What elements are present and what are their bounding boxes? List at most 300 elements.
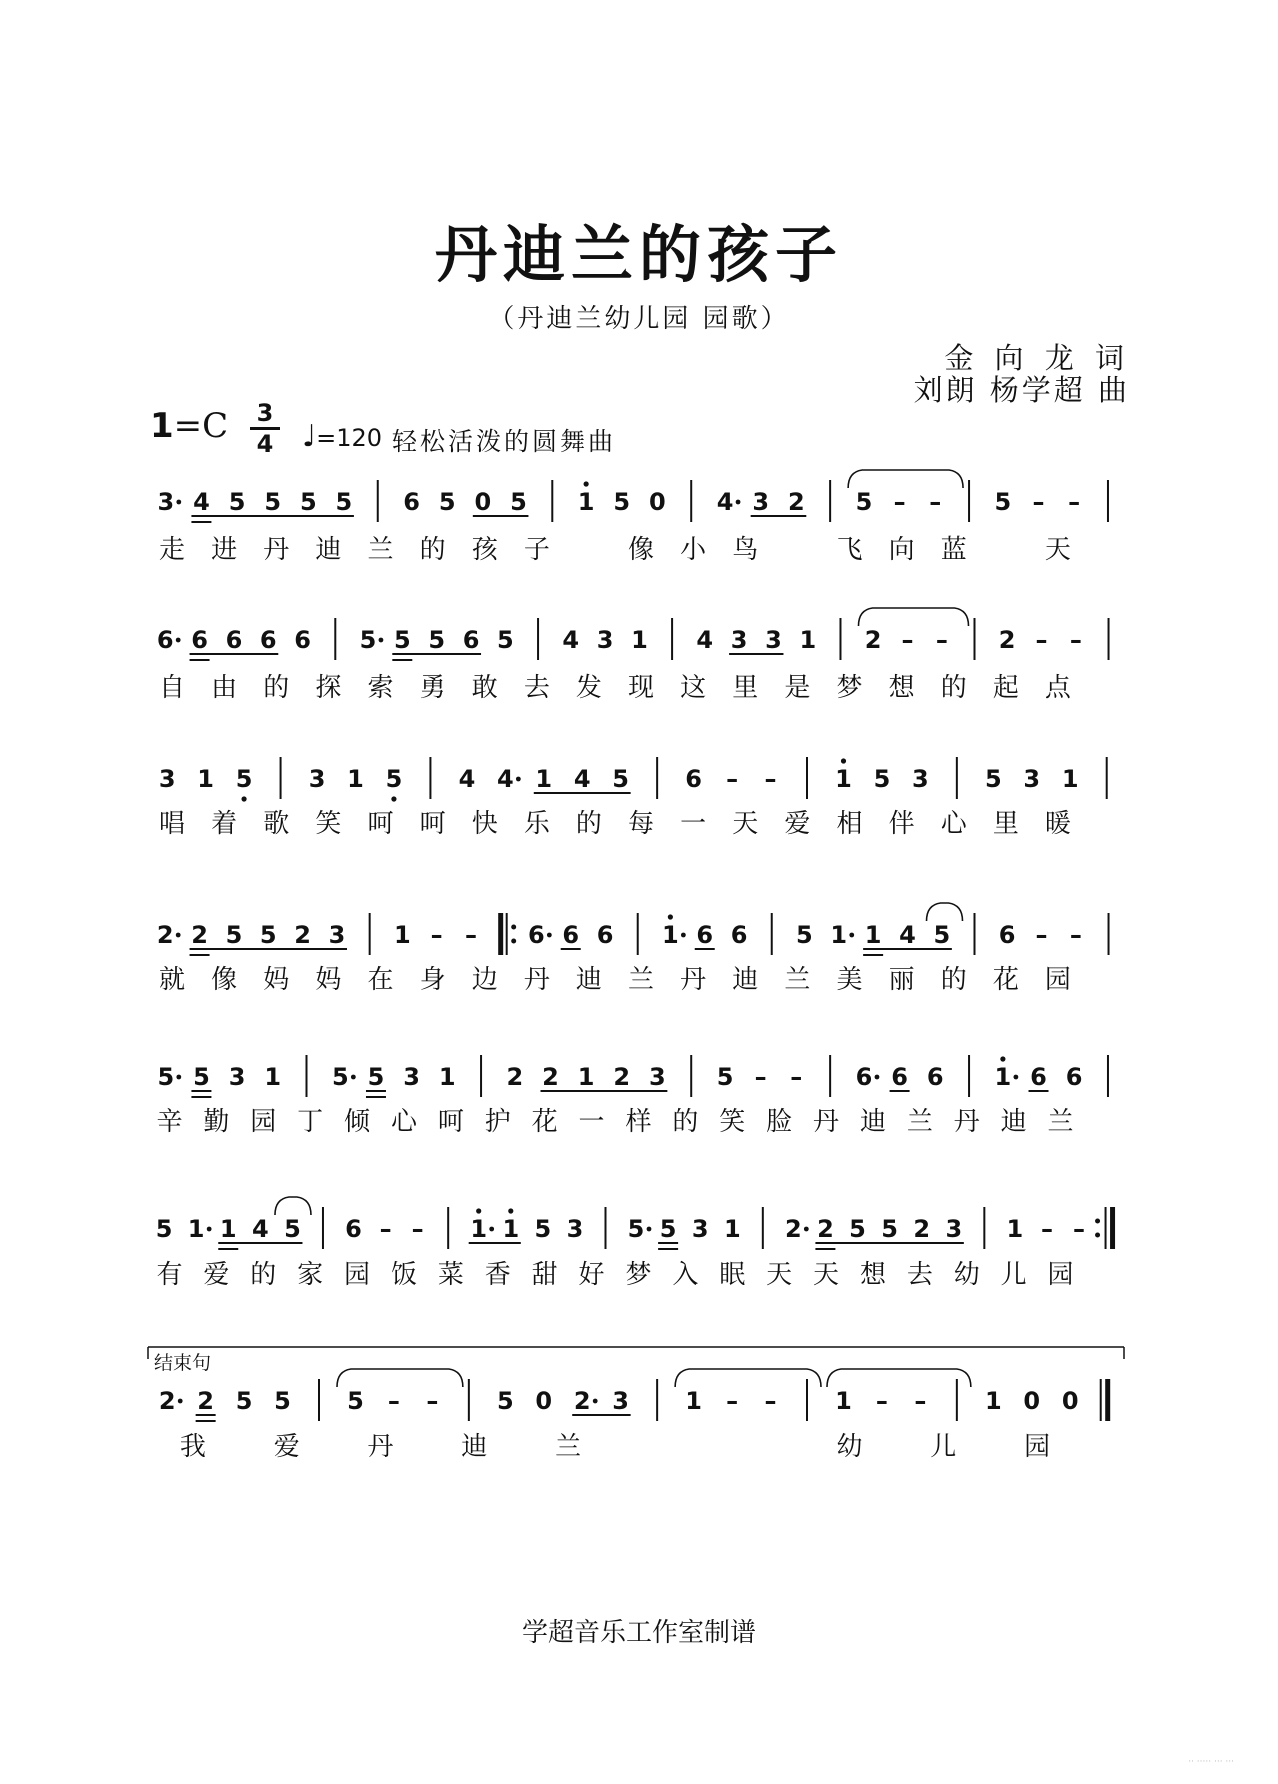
note: 2 bbox=[998, 626, 1016, 654]
lyric-char: 身 bbox=[419, 965, 446, 995]
note: 1 bbox=[799, 626, 817, 654]
note: 5 bbox=[855, 488, 873, 516]
lyric-char: 迪 bbox=[315, 535, 342, 565]
note: 6 bbox=[562, 921, 580, 949]
note: 2 bbox=[573, 1387, 591, 1415]
lyric-char: 妈 bbox=[263, 965, 290, 995]
lyric-char: 花 bbox=[992, 965, 1019, 995]
lyric-char: 儿 bbox=[1000, 1260, 1027, 1290]
note: 2 bbox=[156, 921, 174, 949]
note: 6 bbox=[891, 1063, 908, 1091]
key-number: 1 bbox=[150, 406, 174, 446]
note: 5 bbox=[497, 626, 514, 654]
note: 5 bbox=[284, 1215, 301, 1243]
lyric-char: 在 bbox=[367, 965, 394, 995]
lyric-char: 歌 bbox=[263, 809, 290, 839]
lyric-char: 梦 bbox=[836, 673, 863, 703]
lyric-char: 自 bbox=[159, 673, 186, 703]
lyric-char: 这 bbox=[680, 673, 707, 703]
lyric-char: 迪 bbox=[575, 965, 602, 995]
note: 0 bbox=[1061, 1387, 1079, 1415]
lyric-char: 菜 bbox=[437, 1260, 464, 1290]
note: 3 bbox=[596, 626, 614, 654]
note: 2 bbox=[542, 1063, 559, 1091]
sustain-dash: – bbox=[929, 488, 942, 516]
note: 5 bbox=[193, 1063, 210, 1091]
note: 4 bbox=[458, 765, 476, 793]
lyric-char: 饭 bbox=[390, 1260, 417, 1290]
slur bbox=[927, 903, 963, 921]
sustain-dash: – bbox=[411, 1215, 424, 1243]
note: 6 bbox=[596, 921, 614, 949]
note: 4 bbox=[497, 765, 514, 793]
note: 1 bbox=[631, 626, 648, 654]
lyric-char: 爱 bbox=[273, 1432, 300, 1462]
repeat-dot bbox=[1095, 1219, 1100, 1224]
repeat-dot bbox=[511, 925, 516, 930]
tempo-value: =120 bbox=[316, 424, 383, 452]
lyric-char: 辛 bbox=[156, 1107, 183, 1137]
note: 0 bbox=[1023, 1387, 1041, 1415]
note: 1 bbox=[835, 1387, 852, 1415]
augmentation-dot bbox=[681, 933, 686, 938]
lyric-char: 迪 bbox=[1000, 1107, 1027, 1137]
sustain-dash: – bbox=[790, 1063, 803, 1091]
lyric-char: 园 bbox=[1044, 965, 1071, 995]
note: 6 bbox=[462, 626, 480, 654]
high-octave-dot bbox=[668, 914, 673, 919]
sustain-dash: – bbox=[1032, 488, 1045, 516]
note: 6 bbox=[730, 921, 748, 949]
lyric-char: 迪 bbox=[732, 965, 759, 995]
lyric-char: 脸 bbox=[766, 1107, 793, 1137]
note: 0 bbox=[535, 1387, 553, 1415]
sustain-dash: – bbox=[430, 921, 443, 949]
note: 1 bbox=[219, 1215, 237, 1243]
lyric-char: 有 bbox=[156, 1260, 183, 1290]
note: 2 bbox=[191, 921, 208, 949]
high-octave-dot bbox=[508, 1208, 513, 1213]
tie bbox=[337, 1369, 463, 1387]
lyric-char: 每 bbox=[628, 809, 655, 839]
lyric-char: 护 bbox=[484, 1107, 511, 1137]
note: 0 bbox=[474, 488, 492, 516]
low-octave-dot bbox=[241, 796, 246, 801]
note: 4 bbox=[899, 921, 916, 949]
lyric-char: 乐 bbox=[523, 809, 550, 839]
lyric-char: 现 bbox=[628, 673, 655, 703]
lyric-char: 呵 bbox=[367, 809, 394, 839]
note: 5 bbox=[796, 921, 813, 949]
lyric-char: 里 bbox=[732, 673, 759, 703]
note: 5 bbox=[299, 488, 317, 516]
lyric-char: 去 bbox=[523, 673, 550, 703]
note: 2 bbox=[158, 1387, 176, 1415]
note: 5 bbox=[613, 488, 631, 516]
song-subtitle: （丹迪兰幼儿园 园歌） bbox=[488, 304, 790, 334]
high-octave-dot bbox=[476, 1208, 481, 1213]
lyric-char: 里 bbox=[992, 809, 1019, 839]
lyric-char: 兰 bbox=[555, 1432, 582, 1462]
note: 2 bbox=[784, 1215, 802, 1243]
note: 4 bbox=[696, 626, 714, 654]
lyric-char: 丹 bbox=[813, 1107, 840, 1137]
lyric-char: 小 bbox=[680, 535, 707, 565]
note: 4 bbox=[193, 488, 210, 516]
note: 6 bbox=[926, 1063, 944, 1091]
lyric-char: 园 bbox=[1047, 1260, 1074, 1290]
lyric-char: 心 bbox=[940, 809, 967, 839]
note: 3 bbox=[612, 1387, 629, 1415]
low-octave-dot bbox=[391, 796, 396, 801]
lyric-char: 眠 bbox=[719, 1260, 746, 1290]
lyric-char: 花 bbox=[531, 1107, 558, 1137]
sustain-dash: – bbox=[1035, 921, 1048, 949]
lyric-char: 园 bbox=[1024, 1432, 1051, 1462]
lyric-char: 园 bbox=[250, 1107, 277, 1137]
note: 5 bbox=[225, 921, 243, 949]
lyric-char: 鸟 bbox=[732, 535, 759, 565]
sustain-dash: – bbox=[726, 1387, 739, 1415]
lyric-char: 就 bbox=[159, 965, 186, 995]
note: 4 bbox=[716, 488, 734, 516]
watermark: ·· ····· ··· ··· bbox=[1188, 1757, 1234, 1767]
lyric-char: 丹 bbox=[367, 1432, 394, 1462]
lyric-char: 像 bbox=[628, 535, 655, 565]
engraver-credit: 学超音乐工作室制谱 bbox=[521, 1618, 756, 1648]
lyric-char: 兰 bbox=[628, 965, 655, 995]
high-octave-dot bbox=[1000, 1056, 1005, 1061]
note: 5 bbox=[985, 765, 1002, 793]
lyric-char: 想 bbox=[859, 1260, 886, 1290]
sustain-dash: – bbox=[901, 626, 914, 654]
lyric-char: 的 bbox=[419, 535, 446, 565]
lyric-char: 边 bbox=[471, 965, 498, 995]
lyric-char: 勤 bbox=[203, 1107, 230, 1137]
lyric-char: 点 bbox=[1044, 673, 1071, 703]
sustain-dash: – bbox=[764, 1387, 777, 1415]
note: 5 bbox=[274, 1387, 291, 1415]
note: 5 bbox=[359, 626, 377, 654]
lyric-char: 兰 bbox=[906, 1107, 933, 1137]
lyric-char: 的 bbox=[940, 673, 967, 703]
augmentation-dot bbox=[351, 1075, 356, 1080]
lyric-char: 丽 bbox=[888, 965, 915, 995]
note: 3 bbox=[765, 626, 782, 654]
lyric-char: 伴 bbox=[888, 809, 915, 839]
note: 2 bbox=[613, 1063, 631, 1091]
note: 1 bbox=[830, 921, 848, 949]
note: 1 bbox=[502, 1215, 520, 1243]
note: 5 bbox=[994, 488, 1012, 516]
note: 2 bbox=[913, 1215, 931, 1243]
lyric-char: 走 bbox=[159, 535, 186, 565]
sustain-dash: – bbox=[764, 765, 777, 793]
note: 0 bbox=[649, 488, 666, 516]
note: 6 bbox=[696, 921, 714, 949]
note: 6 bbox=[527, 921, 545, 949]
slur bbox=[275, 1197, 311, 1215]
augmentation-dot bbox=[176, 1075, 181, 1080]
lyric-char: 丹 bbox=[953, 1107, 980, 1137]
note: 4 bbox=[573, 765, 591, 793]
tie bbox=[858, 608, 968, 626]
lyric-char: 呵 bbox=[419, 809, 446, 839]
lyric-char: 想 bbox=[888, 673, 915, 703]
lyric-char: 天 bbox=[732, 809, 759, 839]
lyric-char: 迪 bbox=[859, 1107, 886, 1137]
note: 5 bbox=[347, 1387, 364, 1415]
note: 3 bbox=[945, 1215, 963, 1243]
augmentation-dot bbox=[647, 1227, 652, 1232]
note: 1 bbox=[1006, 1215, 1024, 1243]
augmentation-dot bbox=[547, 933, 552, 938]
sustain-dash: – bbox=[1073, 1215, 1086, 1243]
note: 1 bbox=[347, 765, 364, 793]
note: 5 bbox=[849, 1215, 866, 1243]
note: 5 bbox=[716, 1063, 734, 1091]
note: 5 bbox=[497, 1387, 514, 1415]
lyric-char: 孩 bbox=[471, 535, 498, 565]
sustain-dash: – bbox=[726, 765, 739, 793]
lyric-char: 样 bbox=[625, 1107, 652, 1137]
lyric-char: 幼 bbox=[953, 1260, 980, 1290]
augmentation-dot bbox=[875, 1075, 880, 1080]
note: 5 bbox=[612, 765, 629, 793]
note: 6 bbox=[259, 626, 277, 654]
lyric-char: 迪 bbox=[461, 1432, 488, 1462]
note: 3 bbox=[158, 765, 176, 793]
lyric-char: 心 bbox=[390, 1107, 417, 1137]
note: 5 bbox=[259, 921, 277, 949]
lyric-char: 香 bbox=[484, 1260, 511, 1290]
lyric-char: 笑 bbox=[719, 1107, 746, 1137]
note: 5 bbox=[335, 488, 353, 516]
sustain-dash: – bbox=[935, 626, 948, 654]
lyric-char: 丹 bbox=[263, 535, 290, 565]
note: 3 bbox=[308, 765, 326, 793]
note: 1 bbox=[662, 921, 679, 949]
note: 6 bbox=[403, 488, 420, 516]
augmentation-dot bbox=[176, 933, 181, 938]
augmentation-dot bbox=[489, 1227, 494, 1232]
note: 3 bbox=[157, 488, 175, 516]
lyric-char: 兰 bbox=[784, 965, 811, 995]
note: 2 bbox=[506, 1063, 524, 1091]
high-octave-dot bbox=[584, 481, 589, 486]
note: 6 bbox=[1065, 1063, 1083, 1091]
lyric-char: 入 bbox=[672, 1260, 699, 1290]
note: 1 bbox=[577, 1063, 595, 1091]
note: 1 bbox=[264, 1063, 282, 1091]
lyric-char: 的 bbox=[263, 673, 290, 703]
sustain-dash: – bbox=[1035, 626, 1048, 654]
augmentation-dot bbox=[593, 1399, 598, 1404]
note: 5 bbox=[428, 626, 446, 654]
lyric-char: 倾 bbox=[344, 1107, 371, 1137]
lyric-char: 发 bbox=[575, 673, 602, 703]
sustain-dash: – bbox=[379, 1215, 392, 1243]
note: 5 bbox=[264, 488, 282, 516]
note: 3 bbox=[328, 921, 346, 949]
augmentation-dot bbox=[207, 1227, 212, 1232]
lyric-char: 勇 bbox=[419, 673, 446, 703]
sustain-dash: – bbox=[893, 488, 906, 516]
note: 1 bbox=[577, 488, 595, 516]
sustain-dash: – bbox=[1068, 488, 1081, 516]
augmentation-dot bbox=[176, 500, 181, 505]
lyric-char: 一 bbox=[578, 1107, 605, 1137]
lyric-char: 爱 bbox=[203, 1260, 230, 1290]
lyric-char: 兰 bbox=[1047, 1107, 1074, 1137]
note: 2 bbox=[817, 1215, 834, 1243]
note: 1 bbox=[470, 1215, 488, 1243]
lyric-char: 的 bbox=[250, 1260, 277, 1290]
note: 1 bbox=[535, 765, 553, 793]
lyric-char: 由 bbox=[211, 673, 238, 703]
lyric-char: 像 bbox=[211, 965, 238, 995]
lyric-char: 爱 bbox=[784, 809, 811, 839]
note: 3 bbox=[649, 1063, 666, 1091]
note: 3 bbox=[691, 1215, 709, 1243]
note: 5 bbox=[659, 1215, 677, 1243]
note: 5 bbox=[881, 1215, 898, 1243]
note: 2 bbox=[787, 488, 805, 516]
note: 5 bbox=[155, 1215, 173, 1243]
note: 3 bbox=[403, 1063, 420, 1091]
high-octave-dot bbox=[841, 758, 846, 763]
lyric-char: 妈 bbox=[315, 965, 342, 995]
song-title: 丹迪兰的孩子 bbox=[434, 218, 843, 291]
note: 5 bbox=[393, 626, 411, 654]
note: 5 bbox=[438, 488, 456, 516]
time-signature-bottom: 4 bbox=[256, 430, 274, 458]
note: 5 bbox=[367, 1063, 385, 1091]
augmentation-dot bbox=[178, 1399, 183, 1404]
sustain-dash: – bbox=[465, 921, 478, 949]
lyric-char: 相 bbox=[836, 809, 863, 839]
lyric-char: 的 bbox=[940, 965, 967, 995]
lyric-char: 快 bbox=[471, 809, 498, 839]
note: 1 bbox=[835, 765, 852, 793]
note: 4 bbox=[562, 626, 580, 654]
augmentation-dot bbox=[176, 638, 181, 643]
note: 3 bbox=[566, 1215, 584, 1243]
note: 1 bbox=[393, 921, 411, 949]
lyric-char: 索 bbox=[367, 673, 394, 703]
note: 1 bbox=[197, 765, 214, 793]
note: 5 bbox=[510, 488, 527, 516]
note: 3 bbox=[228, 1063, 246, 1091]
note: 5 bbox=[331, 1063, 349, 1091]
note: 6 bbox=[294, 626, 311, 654]
lyric-char: 的 bbox=[575, 809, 602, 839]
lyric-char: 着 bbox=[211, 809, 238, 839]
sustain-dash: – bbox=[426, 1387, 439, 1415]
sustain-dash: – bbox=[754, 1063, 767, 1091]
lyric-char: 幼 bbox=[836, 1432, 863, 1462]
note: 1 bbox=[994, 1063, 1012, 1091]
composer-credit: 刘朗 杨学超 曲 bbox=[913, 373, 1130, 407]
lyric-char: 天 bbox=[813, 1260, 840, 1290]
time-signature-top: 3 bbox=[256, 399, 274, 427]
note: 1 bbox=[1061, 765, 1079, 793]
lyric-char: 美 bbox=[836, 965, 863, 995]
lyric-char: 呵 bbox=[437, 1107, 464, 1137]
lyric-char: 飞 bbox=[836, 535, 863, 565]
note: 6 bbox=[998, 921, 1016, 949]
note: 6 bbox=[345, 1215, 362, 1243]
lyric-char: 起 bbox=[992, 673, 1019, 703]
lyric-char: 暖 bbox=[1044, 809, 1071, 839]
lyric-char: 儿 bbox=[930, 1432, 957, 1462]
note: 3 bbox=[1023, 765, 1041, 793]
note: 5 bbox=[235, 765, 253, 793]
tie bbox=[848, 470, 963, 488]
note: 1 bbox=[685, 1387, 702, 1415]
note: 5 bbox=[228, 488, 246, 516]
note: 3 bbox=[730, 626, 748, 654]
note: 2 bbox=[864, 626, 882, 654]
lyric-char: 丁 bbox=[297, 1107, 324, 1137]
augmentation-dot bbox=[379, 638, 384, 643]
note: 1 bbox=[438, 1063, 456, 1091]
note: 3 bbox=[752, 488, 770, 516]
lyric-char: 探 bbox=[315, 673, 342, 703]
note: 6 bbox=[191, 626, 208, 654]
augmentation-dot bbox=[1013, 1075, 1018, 1080]
lyric-char: 进 bbox=[211, 535, 238, 565]
ending-label: 结束句 bbox=[154, 1352, 212, 1374]
lyric-char: 丹 bbox=[680, 965, 707, 995]
lyric-char: 兰 bbox=[367, 535, 394, 565]
note: 1 bbox=[985, 1387, 1002, 1415]
lyric-char: 敢 bbox=[471, 673, 498, 703]
tie bbox=[827, 1369, 971, 1387]
augmentation-dot bbox=[804, 1227, 809, 1232]
lyric-char: 好 bbox=[578, 1260, 605, 1290]
augmentation-dot bbox=[849, 933, 854, 938]
sustain-dash: – bbox=[1040, 1215, 1053, 1243]
lyric-char: 天 bbox=[766, 1260, 793, 1290]
tie bbox=[675, 1369, 821, 1387]
style-marking: 轻松活泼的圆舞曲 bbox=[392, 427, 617, 456]
lyric-char: 天 bbox=[1044, 535, 1071, 565]
note: 6 bbox=[156, 626, 174, 654]
augmentation-dot bbox=[736, 500, 741, 505]
key-rest: =C bbox=[173, 406, 229, 446]
sustain-dash: – bbox=[387, 1387, 400, 1415]
note: 6 bbox=[855, 1063, 873, 1091]
lyric-char: 甜 bbox=[531, 1260, 558, 1290]
note: 5 bbox=[933, 921, 951, 949]
sustain-dash: – bbox=[914, 1387, 927, 1415]
lyric-char: 家 bbox=[297, 1260, 324, 1290]
note: 5 bbox=[385, 765, 403, 793]
note: 1 bbox=[864, 921, 882, 949]
note: 6 bbox=[685, 765, 702, 793]
lyric-char: 笑 bbox=[315, 809, 342, 839]
note: 5 bbox=[873, 765, 891, 793]
lyric-char: 梦 bbox=[625, 1260, 652, 1290]
lyricist-credit: 金 向 龙 词 bbox=[944, 341, 1130, 375]
lyric-char: 向 bbox=[888, 535, 915, 565]
note: 6 bbox=[225, 626, 243, 654]
lyric-char: 的 bbox=[672, 1107, 699, 1137]
note: 2 bbox=[294, 921, 311, 949]
note: 3 bbox=[911, 765, 929, 793]
quarter-note-icon: ♩ bbox=[302, 419, 317, 454]
